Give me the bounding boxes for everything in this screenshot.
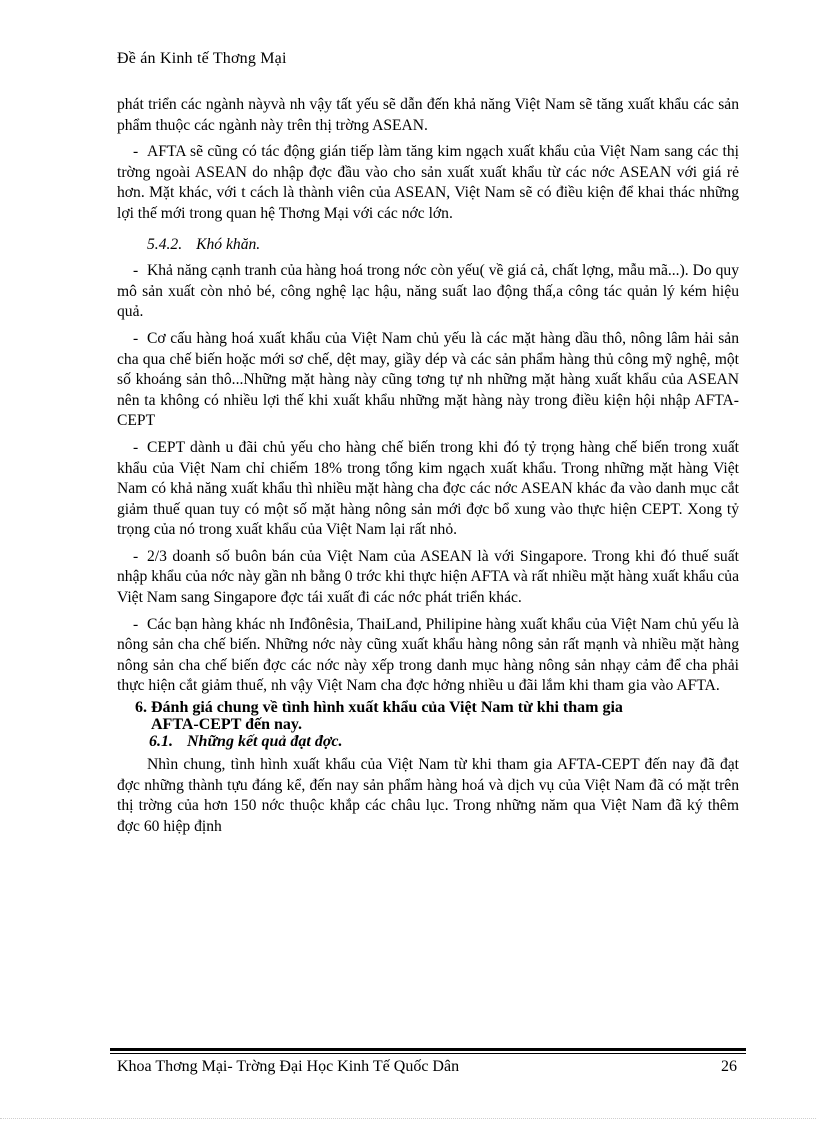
page-number: 26 — [721, 1058, 737, 1075]
subsection-heading-6-1 — [117, 733, 739, 751]
subsection-title: Những kết quả đạt đợc. — [187, 733, 343, 751]
bullet-paragraph — [117, 615, 739, 697]
paragraph: Nhìn chung, tình hình xuất khẩu của Việt Nam từ khi tham gia AFTA-CEPT đến nay đã đạt đợc những thành tựu đáng kể, đến nay sản phẩm hàng hoá và dịch vụ của Việt Nam đã có mặt trên thị trờng của hơn 150 nớc thuộc khắp các châu lục. Trong những năm qua Việt Nam đã ký thêm đợc 60 hiệp định — [117, 756, 739, 835]
bullet-paragraph — [117, 261, 739, 323]
document-body — [117, 95, 739, 837]
bullet-paragraph — [117, 142, 739, 224]
subsection-number: 5.4.2. — [147, 235, 183, 253]
page-header: Đề án Kinh tế Thơng Mại — [117, 50, 287, 67]
bullet-text: CEPT dành u đãi chủ yếu cho hàng chế biến trong khi đó tỷ trọng hàng chế biến trong xuất khẩu của Việt Nam chỉ chiếm 18% trong tổng kim ngạch xuất khẩu. Trong những mặt hàng Việt Nam có khả năng xuất khẩu thì nhiều mặt hàng cha đợc các nớc ASEAN khác đa vào danh mục cắt giảm thuế quan tuy có một số mặt hàng nông sản mới đợc bổ xung vào thực hiện CEPT. Xong tỷ trọng của nó trong xuất khẩu của Việt Nam lại rất nhỏ. — [117, 438, 739, 539]
bullet-text: Cơ cấu hàng hoá xuất khẩu của Việt Nam chủ yếu là các mặt hàng dầu thô, nông lâm hải sản cha qua chế biến hoặc mới sơ chế, dệt may, giầy dép và các sản phẩm hàng thủ công mỹ nghệ, một số khoáng sản thô...Những mặt hàng này cũng tơng tự nh những mặt hàng xuất khẩu của ASEAN nên ta không có nhiều lợi thế khi xuất khẩu những mặt hàng này trong điều kiện hội nhập AFTA- CEPT — [117, 329, 739, 430]
subsection-number: 6.1. — [149, 733, 173, 751]
section-heading-line: 6. Đánh giá chung về tình hình xuất khẩu của Việt Nam từ khi tham gia — [135, 699, 623, 717]
page-footer — [117, 1058, 737, 1076]
bullet-marker: - — [133, 438, 139, 456]
bullet-marker: - — [133, 329, 139, 347]
footer-rule-thin — [110, 1053, 746, 1054]
subsection-heading-5-4-2 — [117, 235, 739, 256]
section-heading-line: AFTA-CEPT đến nay. — [151, 716, 302, 734]
page-edge-divider — [0, 1118, 816, 1119]
bullet-paragraph — [117, 438, 739, 541]
section-heading-6 — [117, 699, 739, 733]
bullet-paragraph — [117, 329, 739, 432]
footer-rule-thick — [110, 1048, 746, 1051]
bullet-text: Khả năng cạnh tranh của hàng hoá trong nớc còn yếu( về giá cả, chất lợng, mẫu mã...). Do quy mô sản xuất còn nhỏ bé, công nghệ lạc hậu, năng suất lao động thấ,a công tác quản lý kém hiệu quả. — [117, 262, 739, 321]
subsection-title: Khó khăn. — [196, 235, 261, 253]
bullet-text: AFTA sẽ cũng có tác động gián tiếp làm tăng kim ngạch xuất khẩu của Việt Nam sang các thị trờng ngoài ASEAN do nhập đợc đầu vào cho sản xuất xuất khẩu từ các nớc ASEAN với giá rẻ hơn. Mặt khác, với t cách là thành viên của ASEAN, Việt Nam sẽ có điều kiện để khai thác những lợi thế mới trong quan hệ Thơng Mại với các nớc lớn. — [117, 143, 739, 222]
bullet-marker: - — [133, 547, 139, 565]
bullet-text: 2/3 doanh số buôn bán của Việt Nam của ASEAN là với Singapore. Trong khi đó thuế suất nhập khẩu của nớc này gần nh bằng 0 trớc khi thực hiện AFTA và rất nhiều mặt hàng xuất khẩu của Việt Nam sang Singapore đợc tái xuất đi các nớc phát triển khác. — [117, 547, 739, 607]
bullet-paragraph — [117, 547, 739, 609]
footer-institution: Khoa Thơng Mại- Trờng Đại Học Kinh Tế Quốc Dân — [117, 1058, 460, 1075]
bullet-text: Các bạn hàng khác nh Inđônêsia, ThaiLand, Philipine hàng xuất khẩu của Việt Nam chủ yếu là nông sản cha chế biến. Những nớc này cũng xuất khẩu hàng nông sản rất mạnh và nhiều mặt hàng nông sản cha chế biến đợc các nớc này xếp trong danh mục hàng nông sản nhạy cảm để cha phải thực hiện cắt giảm thuế, nh vậy Việt Nam cha đợc hởng nhiều u đãi lắm khi tham gia vào AFTA. — [117, 615, 739, 695]
bullet-marker: - — [133, 615, 139, 633]
bullet-marker: - — [133, 262, 139, 280]
paragraph: phát triển các ngành nàyvà nh vậy tất yếu sẽ dẫn đến khả năng Việt Nam sẽ tăng xuất khẩu các sản phẩm thuộc các ngành này trên thị trờng ASEAN. — [117, 96, 739, 134]
bullet-marker: - — [133, 143, 139, 161]
